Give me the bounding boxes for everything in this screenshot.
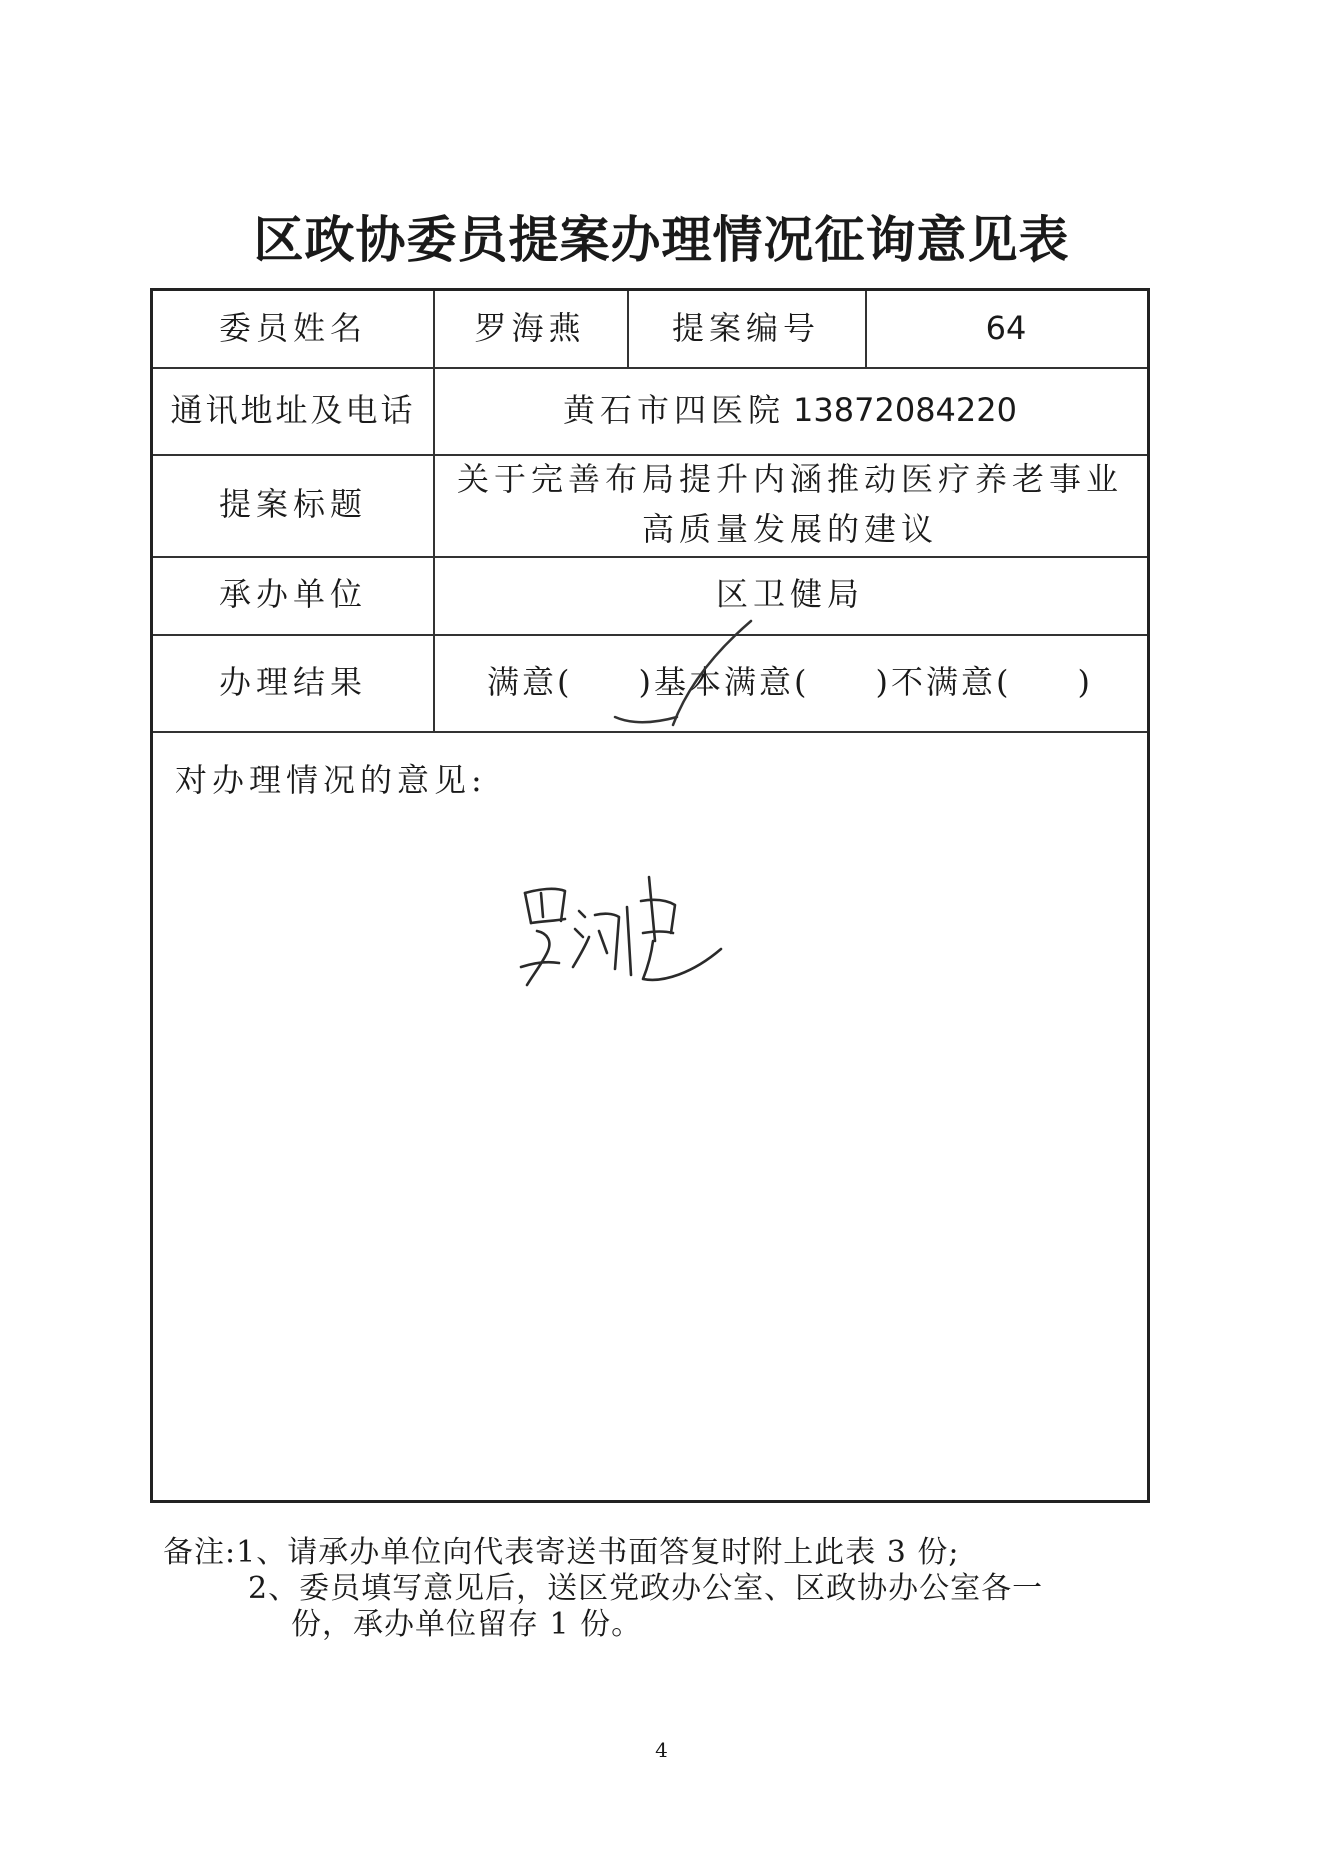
notes [163,1535,1183,1643]
proposal-feedback-form [150,288,1150,1503]
contact-address: 黄石市四医院 [563,390,786,429]
handling-unit-value: 区卫健局 [715,575,864,614]
proposal-number-label: 提案编号 [671,309,820,348]
proposal-title-value [433,454,1147,556]
member-name-label: 委员姓名 [218,309,367,348]
note-line: 备注:1、请承办单位向代表寄送书面答复时附上此表 3 份; [163,1535,960,1570]
proposal-title-label: 提案标题 [218,485,367,524]
result-option-unsatisfied: )不满意( [875,662,1012,701]
checkmark-icon [603,613,783,743]
result-label: 办理结果 [218,662,367,701]
signature-icon [503,871,733,1001]
form-title: 区政协委员提案办理情况征询意见表 [253,210,1070,269]
proposal-title-line: 关于完善布局提升内涵推动医疗养老事业 [456,460,1123,499]
result-option-satisfied: 满意( [487,662,573,701]
handling-unit-label: 承办单位 [218,575,367,614]
opinion-label: 对办理情况的意见: [175,761,487,799]
note-line: 份，承办单位留存 1 份。 [291,1607,643,1642]
proposal-title-line: 高质量发展的建议 [641,510,938,548]
contact-phone: 13872084220 [793,390,1017,429]
result-option-close: ) [1077,662,1093,701]
contact-label: 通讯地址及电话 [170,390,416,429]
proposal-number-value: 64 [985,309,1027,348]
result-option-basic-satisfied: )基本满意( [638,662,810,701]
note-line: 2、委员填写意见后，送区党政办公室、区政协办公室各一 [248,1571,1044,1606]
result-options [433,634,1147,731]
page-number: 4 [655,1738,668,1762]
contact-value [433,367,1147,454]
member-name-value: 罗海燕 [474,309,586,348]
